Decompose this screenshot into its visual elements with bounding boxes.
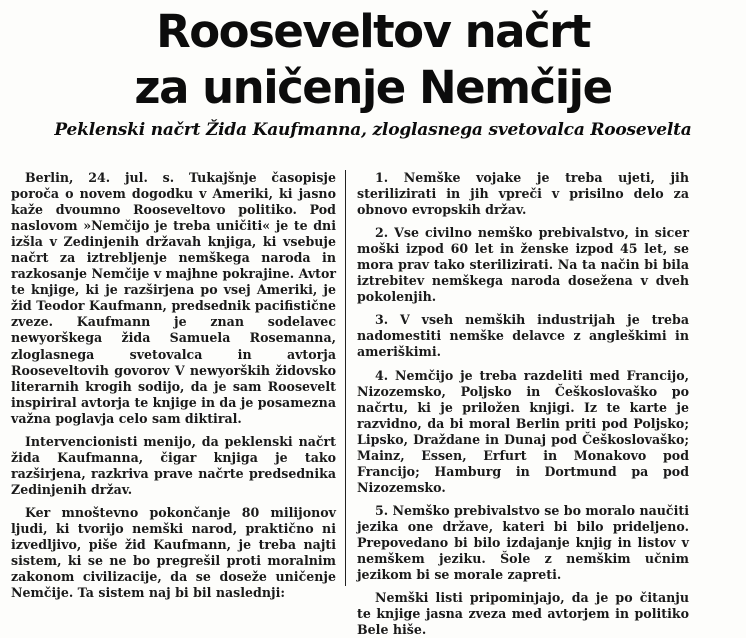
closing-paragraph: Nemški listi pripominjajo, da je po čitanju te knjige jasna zveza med avtorjem in politiko Bele hiše. [357, 590, 689, 638]
paragraph-2: Intervencionisti menijo, da peklenski načrt žida Kaufmanna, čigar knjiga je tako razširjena, razkriva prave načrte predsednika Zedinjenih držav. [11, 433, 336, 497]
paragraph-1-text: 24. jul. s. Tukajšnje časopisje poroča o novem dogodku v Ameriki, ki jasno kaže dvoumno Rooseveltovo politiko. Pod naslovom »Nemčijo je treba uničiti« je te dni izšla v Zedinjenih državah knjiga, ki vsebuje načrt za iztrebljenje nemškega naroda in razkosanje Nemčije v majhne pokrajine. Avtor te knjige, ki je razširjena po vsej Ameriki, je žid Teodor Kaufmann, predsednik pacifistične zveze. Kaufmann je znan sodelavec newyorškega žida Samuela Rosemanna, zloglasnega svetovalca in avtorja Rooseveltovih govorov V newyorških židovsko literarnih krogih sodijo, da je sam Roosevelt inspiriral avtorja te knjige in da je posamezna važna poglavja celo sam diktiral. [11, 170, 336, 426]
list-item-5: 5. Nemško prebivalstvo se bo moralo naučiti jezika one države, kateri bi bilo prideljeno. Prepovedano bi bilo izdajanje knjig in listov v nemškem jeziku. Šole z nemškim učnim jezikom bi se morale zapreti. [357, 502, 689, 583]
article-right-column [357, 170, 689, 638]
headline-line-2: za uničenje Nemčije [134, 61, 612, 114]
subheadline: Peklenski načrt Žida Kaufmanna, zloglasnega svetovalca Roosevelta [54, 120, 692, 140]
paragraph-1 [11, 170, 336, 427]
column-divider [345, 170, 346, 586]
paragraph-3: Ker mnoštevno pokončanje 80 milijonov ljudi, ki tvorijo nemški narod, praktično ni izvedljivo, piše žid Kaufmann, je treba najti sistem, ki se ne bo pregrešil proti moralnim zakonom civilizacije, da se doseže uničenje Nemčije. Ta sistem naj bi bil naslednji: [11, 504, 336, 601]
list-item-1: 1. Nemške vojake je treba ujeti, jih sterilizirati in jih vpreči v prisilno delo za obnovo evropskih držav. [357, 170, 689, 218]
article-left-column [11, 170, 336, 601]
list-item-2: 2. Vse civilno nemško prebivalstvo, in sicer moški izpod 60 let in ženske izpod 45 let, se mora prav tako sterilizirati. Na ta način bi bila iztrebitev nemškega naroda dosežena v dveh pokolenjih. [357, 225, 689, 305]
list-item-3: 3. V vseh nemških industrijah je treba nadomestiti nemške delavce z angleškimi in ameriškimi. [357, 312, 689, 360]
dateline: Berlin, [25, 170, 74, 185]
headline-line-1: Rooseveltov načrt [156, 5, 590, 58]
list-item-4: 4. Nemčijo je treba razdeliti med Francijo, Nizozemsko, Poljsko in Češkoslovaško po načrtu, ki je priložen knjigi. Iz te karte je razvidno, da bi moral Berlin priti pod Poljsko; Lipsko, Draždane in Dunaj pod Češkoslovaško; Mainz, Essen, Erfurt in Monakovo pod Francijo; Hamburg in Dortmund pa pod Nizozemsko. [357, 367, 689, 495]
